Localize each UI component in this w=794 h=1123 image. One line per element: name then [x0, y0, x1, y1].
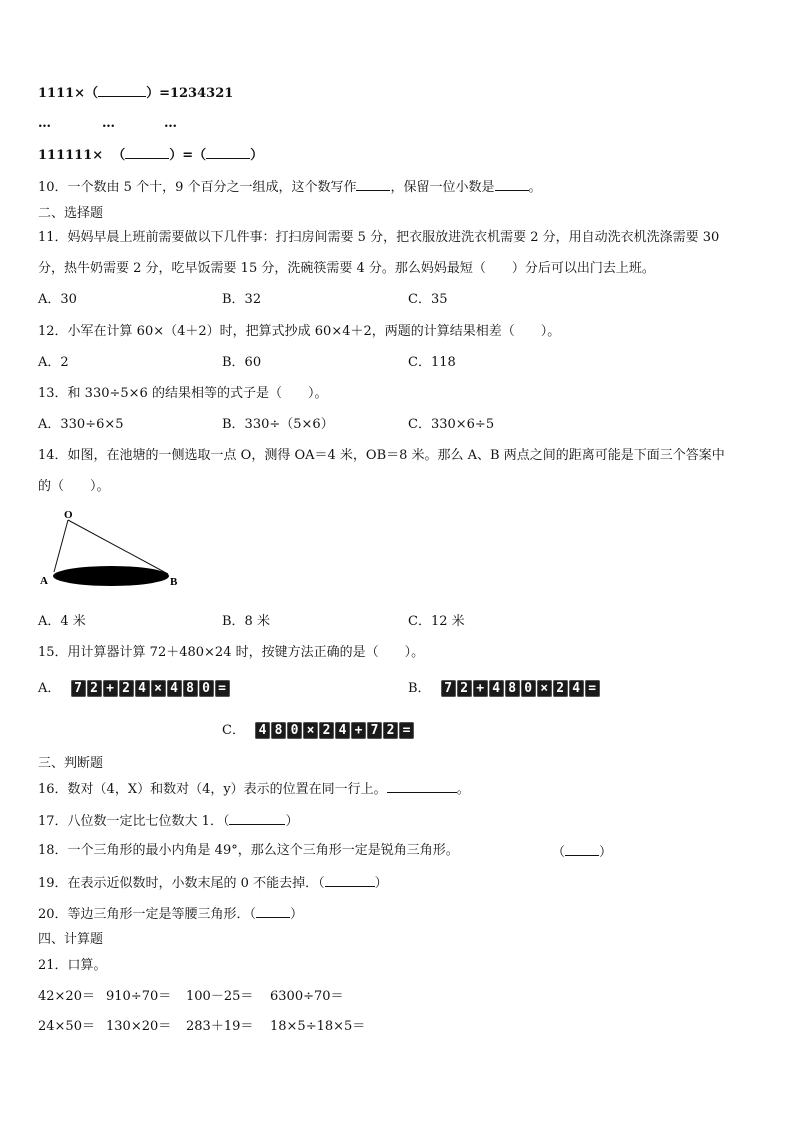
ellipsis-2: … [102, 116, 115, 131]
option-12-b[interactable]: B．60 [222, 355, 262, 370]
question-20-text: 20．等边三角形一定是等腰三角形．（ [38, 907, 257, 922]
calc-key: × [303, 722, 318, 739]
calc-key: = [399, 722, 414, 739]
answer-blank[interactable] [206, 146, 250, 159]
answer-blank[interactable] [495, 178, 529, 191]
calc-item: 24×50＝ [38, 1019, 95, 1034]
question-19 [38, 874, 388, 892]
option-11-b[interactable]: B．32 [222, 292, 262, 307]
option-15-b-label: B． [408, 681, 431, 696]
calc-key: 2 [457, 680, 472, 697]
calc-key: 8 [183, 680, 198, 697]
calc-key: 2 [319, 722, 334, 739]
calc-item: 42×20＝ [38, 989, 95, 1004]
question-11-line-1: 11．妈妈早晨上班前需要做以下几件事：打扫房间需要 5 分，把衣服放进洗衣机需要 2 分，用自动洗衣机洗涤需要 30 [38, 230, 720, 245]
question-12: 12．小军在计算 60×（4＋2）时，把算式抄成 60×4＋2，两题的计算结果相差（ ）。 [38, 324, 561, 339]
calc-key: + [473, 680, 488, 697]
point-o-label: O [64, 509, 73, 521]
question-10-text: 10．一个数由 5 个十，9 个百分之一组成，这个数写作 [38, 180, 357, 195]
question-15: 15．用计算器计算 72＋480×24 时，按键方法正确的是（ ）。 [38, 645, 425, 660]
question-16-end: 。 [456, 782, 470, 797]
option-15-a[interactable] [38, 680, 230, 697]
answer-blank[interactable] [229, 812, 285, 825]
question-18-answer [552, 843, 612, 861]
calc-key: 2 [383, 722, 398, 739]
calc-key: × [537, 680, 552, 697]
option-13-a[interactable]: A．330÷6×5 [38, 417, 124, 432]
calc-key: 0 [199, 680, 214, 697]
paren-close: ） [599, 845, 613, 860]
pond-figure [36, 506, 186, 596]
calculator-keys-c [255, 722, 414, 739]
option-12-a[interactable]: A．2 [38, 355, 69, 370]
segment-ob [68, 520, 168, 574]
pattern-line-3-left: 111111× [38, 148, 104, 163]
question-17 [38, 812, 298, 830]
option-15-c[interactable] [222, 722, 414, 739]
option-11-c[interactable]: C．35 [408, 292, 448, 307]
question-19-text: 19．在表示近似数时，小数末尾的 0 不能去掉．（ [38, 876, 325, 891]
point-a-label: A [40, 575, 48, 587]
pattern-line-1-left: 1111×（ [38, 86, 99, 101]
question-19-end: ） [374, 876, 388, 891]
calc-key: 4 [569, 680, 584, 697]
calculator-keys-a [71, 680, 230, 697]
question-14-line-2: 的（ ）。 [38, 479, 110, 494]
question-21: 21．口算。 [38, 958, 107, 973]
question-20 [38, 905, 303, 923]
section-heading-calc: 四、计算题 [38, 932, 104, 947]
option-14-c[interactable]: C．12 米 [408, 614, 465, 629]
pattern-line-1-right: ）=1234321 [146, 86, 234, 101]
pond-shape [53, 566, 169, 586]
option-13-b[interactable]: B．330÷（5×6） [222, 417, 334, 432]
calc-item: 18×5÷18×5＝ [270, 1019, 366, 1034]
answer-blank[interactable] [98, 84, 146, 97]
question-20-end: ） [290, 907, 304, 922]
pattern-line-1 [38, 84, 233, 102]
calc-key: 7 [441, 680, 456, 697]
calc-key: 8 [505, 680, 520, 697]
ellipsis-1: … [38, 116, 51, 131]
calc-key: 0 [521, 680, 536, 697]
calc-key: × [151, 680, 166, 697]
calc-key: + [351, 722, 366, 739]
calc-item: 6300÷70＝ [270, 989, 344, 1004]
calc-item: 910÷70＝ [106, 989, 172, 1004]
calc-key: 4 [167, 680, 182, 697]
calc-key: + [103, 680, 118, 697]
option-15-b[interactable] [408, 680, 600, 697]
segment-oa [54, 520, 68, 572]
calc-key: 4 [135, 680, 150, 697]
answer-blank[interactable] [256, 905, 290, 918]
ellipsis-3: … [164, 116, 177, 131]
question-17-end: ） [285, 814, 299, 829]
answer-blank[interactable] [565, 843, 599, 856]
section-heading-judge: 三、判断题 [38, 756, 104, 771]
question-10-text-2: ，保留一位小数是 [390, 180, 495, 195]
calc-key: 4 [489, 680, 504, 697]
calc-key: 4 [255, 722, 270, 739]
answer-blank[interactable] [387, 780, 457, 793]
calc-item: 283＋19＝ [186, 1019, 254, 1034]
option-15-a-label: A． [38, 681, 61, 696]
question-13: 13．和 330÷5×6 的结果相等的式子是（ ）。 [38, 386, 328, 401]
option-14-a[interactable]: A．4 米 [38, 614, 86, 629]
option-13-c[interactable]: C．330×6÷5 [408, 417, 495, 432]
calculator-keys-b [441, 680, 600, 697]
question-11-line-2: 分，热牛奶需要 2 分，吃早饭需要 15 分，洗碗筷需要 4 分。那么妈妈最短（ ）分后可以出门去上班。 [38, 261, 655, 276]
pattern-line-3 [38, 146, 263, 164]
paren-close: ） [250, 148, 264, 163]
option-12-c[interactable]: C．118 [408, 355, 456, 370]
calc-key: 7 [71, 680, 86, 697]
option-11-a[interactable]: A．30 [38, 292, 77, 307]
point-b-label: B [170, 576, 178, 588]
answer-blank[interactable] [125, 146, 169, 159]
question-14-line-1: 14．如图，在池塘的一侧选取一点 O，测得 OA＝4 米，OB＝8 米。那么 A、B 两点之间的距离可能是下面三个答案中 [38, 448, 725, 463]
paren-mid: ）=（ [169, 148, 207, 163]
section-heading-choice: 二、选择题 [38, 206, 104, 221]
option-15-c-label: C． [222, 723, 245, 738]
calc-key: 8 [271, 722, 286, 739]
calc-key: 2 [119, 680, 134, 697]
question-10-end: 。 [528, 180, 542, 195]
answer-blank[interactable] [325, 874, 375, 887]
calc-key: 0 [287, 722, 302, 739]
question-16-text: 16．数对（4，X）和数对（4，y）表示的位置在同一行上。 [38, 782, 387, 797]
question-18: 18．一个三角形的最小内角是 49°，那么这个三角形一定是锐角三角形。 [38, 843, 459, 858]
question-17-text: 17．八位数一定比七位数大 1．（ [38, 814, 230, 829]
calc-key: 4 [335, 722, 350, 739]
calc-key: = [585, 680, 600, 697]
calc-item: 100－25＝ [186, 989, 254, 1004]
answer-blank[interactable] [356, 178, 390, 191]
calc-key: 2 [553, 680, 568, 697]
calc-key: 2 [87, 680, 102, 697]
calc-item: 130×20＝ [106, 1019, 172, 1034]
calc-key: 7 [367, 722, 382, 739]
question-10 [38, 178, 542, 196]
option-14-b[interactable]: B．8 米 [222, 614, 270, 629]
paren-open: （ [552, 845, 566, 860]
calc-key: = [215, 680, 230, 697]
question-16 [38, 780, 470, 798]
paren-open: （ [112, 148, 126, 163]
